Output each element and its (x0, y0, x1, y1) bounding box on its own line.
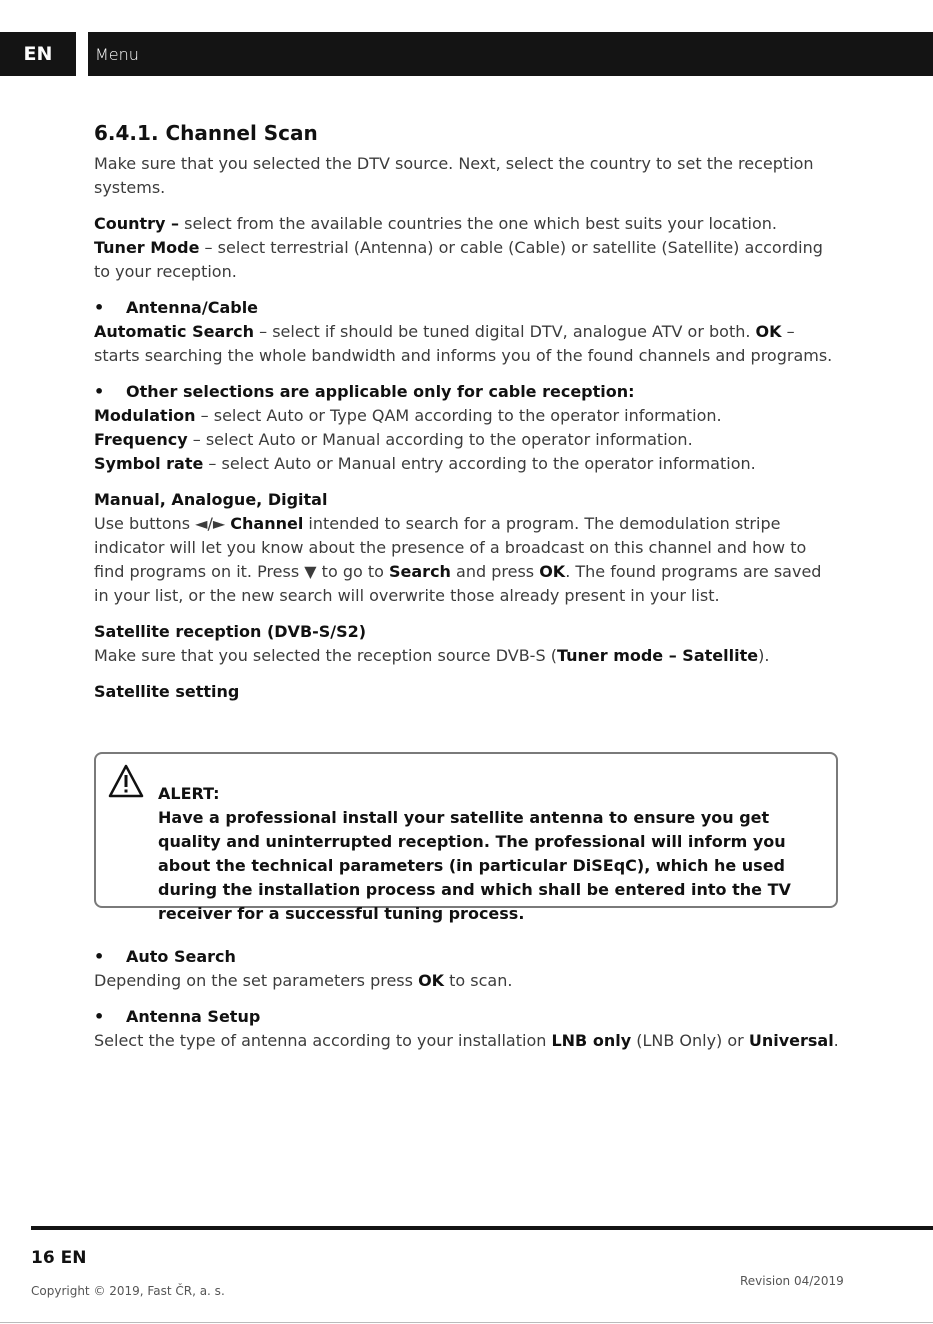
modulation-label: Modulation (94, 406, 196, 425)
section-title: 6.4.1. Channel Scan (94, 121, 318, 145)
manual-text-4: . The found programs are saved in your list, or the new search will overwrite those already present in your list. (94, 562, 822, 605)
tuner-text: – select terrestrial (Antenna) or cable (Cable) or satellite (Satellite) according to your reception. (94, 238, 823, 281)
bullet-dot: • (94, 1007, 105, 1026)
antenna-setup-block (94, 1005, 839, 1053)
satellite-setting-heading (94, 680, 839, 704)
frequency-text: – select Auto or Manual according to the operator information. (187, 430, 693, 449)
manual-block (94, 488, 839, 608)
symbol-rate-text: – select Auto or Manual entry according to the operator information. (203, 454, 756, 473)
auto-search-text-1: Depending on the set parameters press (94, 971, 419, 990)
bullet-dot: • (94, 947, 105, 966)
symbol-rate-label: Symbol rate (94, 454, 204, 473)
auto-search-block (94, 945, 839, 993)
footer-divider (31, 1226, 933, 1230)
alert-title: ALERT: (158, 784, 220, 803)
universal-label: Universal (748, 1031, 834, 1050)
auto-search-text-2: to scan. (444, 971, 513, 990)
country-text: select from the available countries the one which best suits your location. (179, 214, 778, 233)
auto-search-label: Automatic Search (94, 322, 255, 341)
channel-label: Channel (230, 514, 304, 533)
bullet-antenna-cable (94, 296, 839, 320)
revision-text: Revision 04/2019 (740, 1274, 844, 1288)
tuner-mode-satellite: Tuner mode – Satellite (556, 646, 759, 665)
auto-search-text-2: – starts searching the whole bandwidth and informs you of the found channels and programs. (94, 322, 833, 365)
bullet-auto-search (94, 945, 839, 969)
setup-text-3: . (833, 1031, 839, 1050)
lnb-only-label: LNB only (551, 1031, 632, 1050)
manual-text-2: intended to search for a program. The demodulation stripe indicator will let you know about the presence of a broadcast on this channel and how to find programs on it. Press ▼ to go to (94, 514, 807, 581)
bullet-label: Auto Search (126, 947, 236, 966)
bullet-dot: • (94, 298, 105, 317)
satellite-title: Satellite reception (DVB-S/S2) (94, 622, 367, 641)
alert-content (158, 782, 828, 926)
cable-options-block (94, 380, 839, 476)
ok-label: OK (539, 562, 566, 581)
manual-title: Manual, Analogue, Digital (94, 490, 328, 509)
modulation-text: – select Auto or Type QAM according to the operator information. (195, 406, 722, 425)
page-header (0, 32, 933, 76)
satellite-text-2: ). (758, 646, 770, 665)
satellite-block (94, 620, 839, 668)
setup-text-1: Select the type of antenna according to your installation (94, 1031, 552, 1050)
warning-icon (108, 764, 144, 798)
bullet-label: Antenna Setup (126, 1007, 261, 1026)
bullet-other-selections (94, 380, 839, 404)
manual-text-1: Use buttons ◄/► (94, 514, 231, 533)
satellite-text-1: Make sure that you selected the reception source DVB-S ( (94, 646, 557, 665)
country-label: Country – (94, 214, 180, 233)
frequency-label: Frequency (94, 430, 188, 449)
ok-label: OK (755, 322, 782, 341)
manual-text-3: and press (450, 562, 540, 581)
alert-box (94, 752, 838, 923)
bullet-label: Antenna/Cable (126, 298, 259, 317)
intro-paragraph: Make sure that you selected the DTV source. Next, select the country to set the reception systems. (94, 154, 814, 197)
page-number: 16 EN (31, 1248, 87, 1268)
bullet-dot: • (94, 382, 105, 401)
search-label: Search (389, 562, 451, 581)
satellite-setting-title: Satellite setting (94, 682, 240, 701)
tuner-label: Tuner Mode (94, 238, 200, 257)
page-bottom-border (0, 1322, 933, 1323)
secondary-content (94, 945, 839, 1065)
language-tab: EN (0, 32, 76, 76)
bullet-label: Other selections are applicable only for cable reception: (126, 382, 635, 401)
antenna-cable-block (94, 296, 839, 368)
bullet-antenna-setup (94, 1005, 839, 1029)
section-label: Menu (95, 44, 139, 64)
country-tuner-paragraph (94, 212, 839, 284)
main-content (94, 118, 839, 716)
ok-label: OK (418, 971, 445, 990)
auto-search-text: – select if should be tuned digital DTV, analogue ATV or both. (254, 322, 756, 341)
setup-text-2: (LNB Only) or (631, 1031, 749, 1050)
copyright-text: Copyright © 2019, Fast ČR, a. s. (31, 1284, 225, 1298)
alert-message: Have a professional install your satellite antenna to ensure you get quality and uninterrupted reception. The professional will inform you about the technical parameters (in particular DiSEqC), which he used during the installation process and which shall be entered into the TV receiver for a successful tuning process. (158, 808, 791, 923)
section-bar (88, 32, 933, 76)
